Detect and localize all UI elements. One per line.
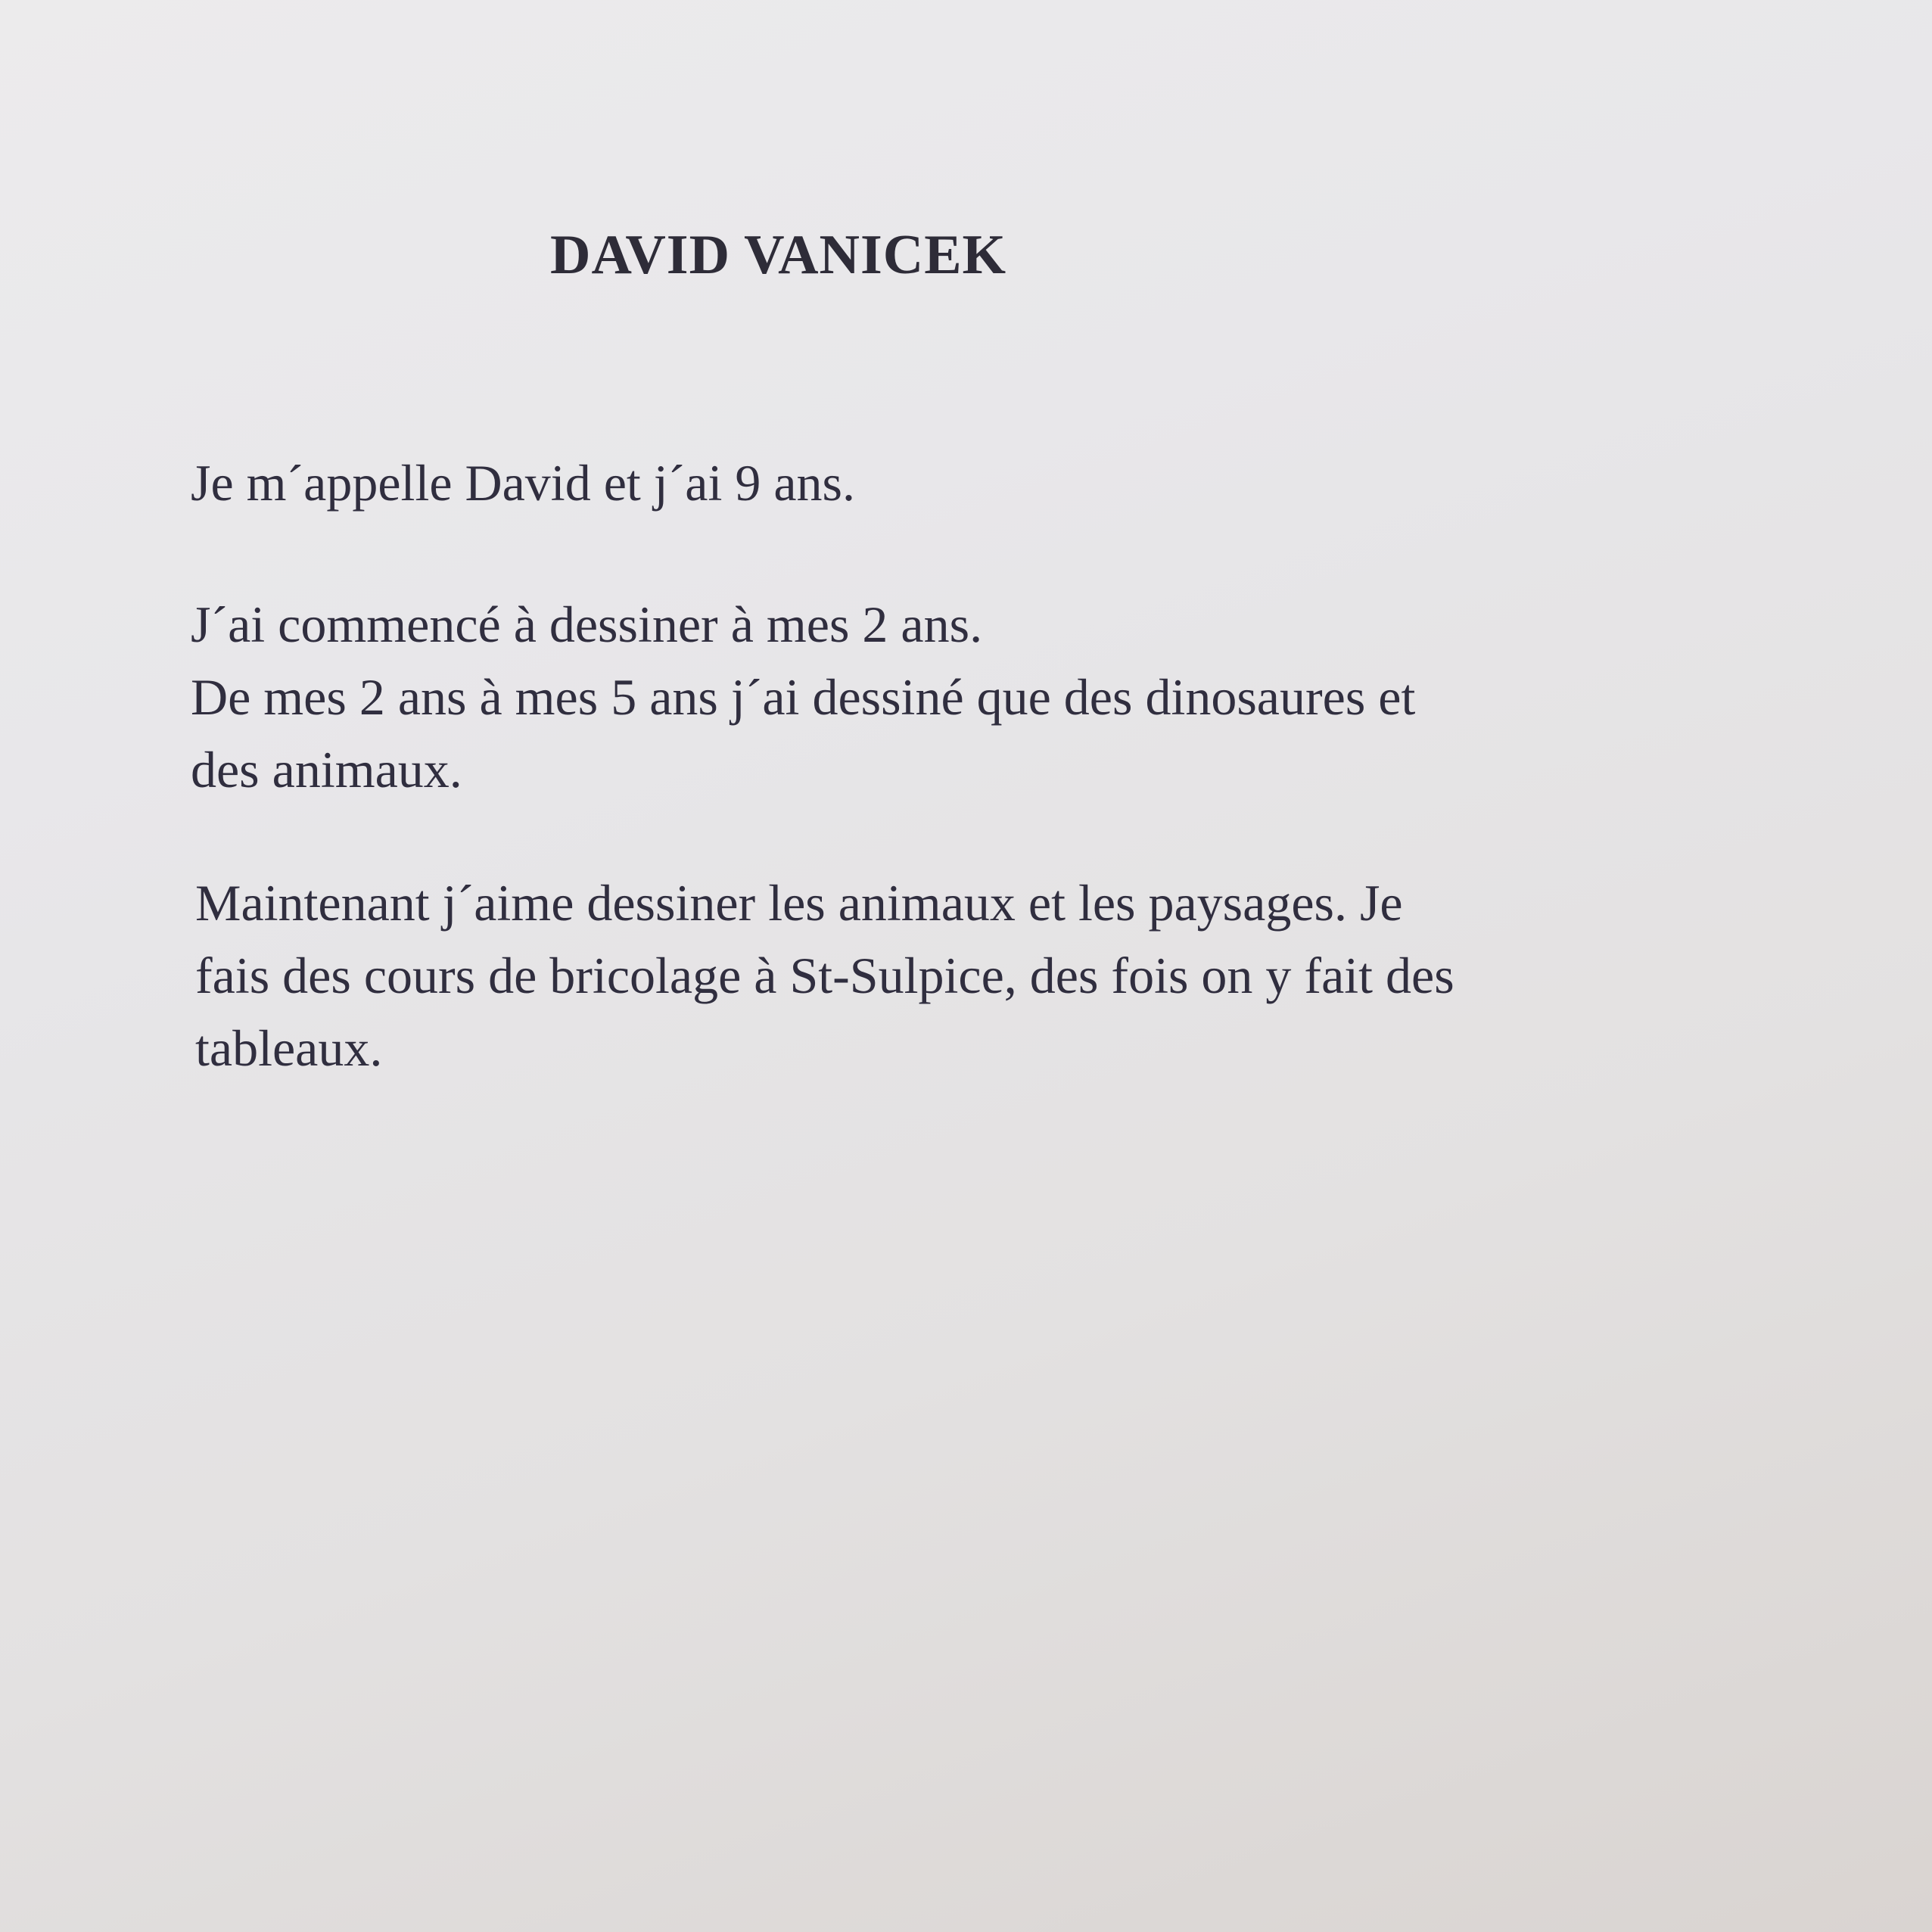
text-line: des animaux. — [191, 741, 462, 798]
document-title: DAVID VANICEK — [550, 224, 1007, 286]
paragraph-now — [195, 866, 1747, 1084]
paragraph-beginnings — [191, 588, 1742, 806]
text-line: De mes 2 ans à mes 5 ans j´ai dessiné que des dinosaures et — [191, 668, 1416, 726]
text-line: fais des cours de bricolage à St-Sulpice, des fois on y fait des — [195, 947, 1454, 1004]
text-line: Maintenant j´aime dessiner les animaux et les paysages. Je — [195, 874, 1403, 932]
paragraph-intro — [191, 446, 1742, 519]
text-line: tableaux. — [195, 1019, 383, 1077]
text-line: J´ai commencé à dessiner à mes 2 ans. — [191, 596, 983, 653]
text-line: Je m´appelle David et j´ai 9 ans. — [191, 454, 856, 512]
